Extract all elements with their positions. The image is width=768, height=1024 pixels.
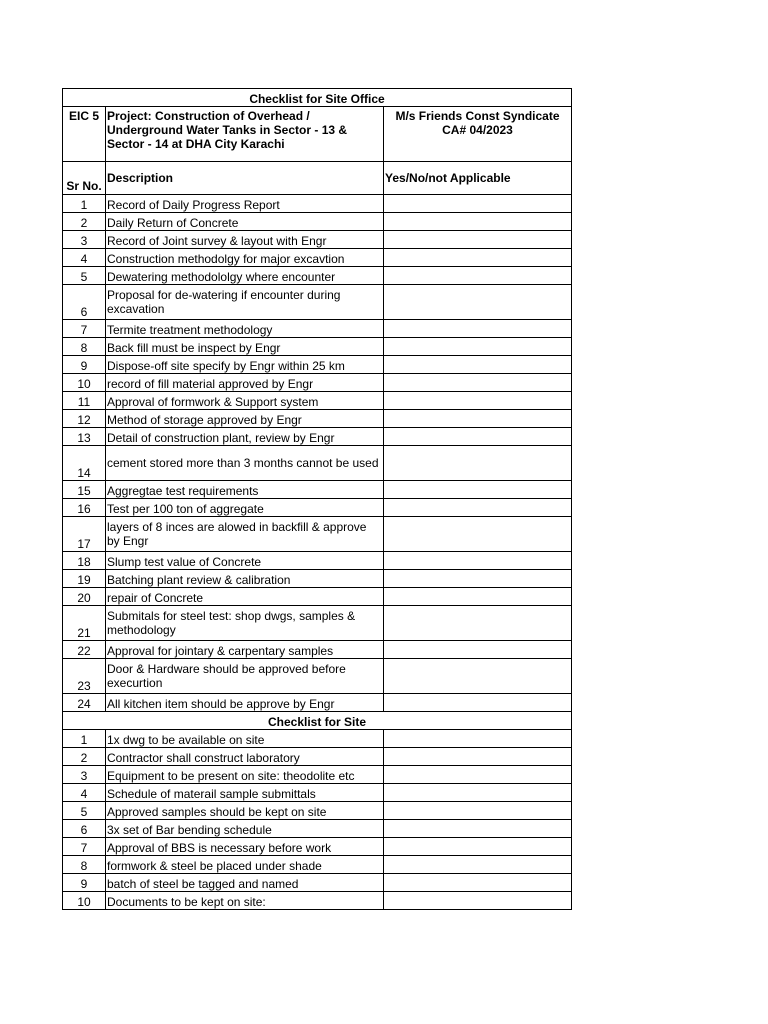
row-sr-no: 14 [63, 446, 106, 481]
row-sr-no: 5 [63, 802, 106, 820]
office-checklist-row [63, 231, 572, 249]
row-yes-no-cell[interactable] [384, 552, 572, 570]
row-description: Door & Hardware should be approved before execurtion [106, 659, 384, 694]
row-sr-no: 22 [63, 641, 106, 659]
row-sr-no: 7 [63, 320, 106, 338]
row-sr-no: 8 [63, 856, 106, 874]
row-sr-no: 11 [63, 392, 106, 410]
row-description: formwork & steel be placed under shade [106, 856, 384, 874]
row-yes-no-cell[interactable] [384, 766, 572, 784]
site-checklist-row [63, 820, 572, 838]
row-sr-no: 2 [63, 213, 106, 231]
row-yes-no-cell[interactable] [384, 641, 572, 659]
row-description: batch of steel be tagged and named [106, 874, 384, 892]
row-sr-no: 5 [63, 267, 106, 285]
row-sr-no: 1 [63, 195, 106, 213]
office-checklist-row [63, 570, 572, 588]
row-yes-no-cell[interactable] [384, 231, 572, 249]
row-sr-no: 3 [63, 766, 106, 784]
office-checklist-row [63, 356, 572, 374]
row-yes-no-cell[interactable] [384, 820, 572, 838]
row-yes-no-cell[interactable] [384, 320, 572, 338]
site-checklist-row [63, 856, 572, 874]
office-checklist-row [63, 213, 572, 231]
checklist-body [63, 89, 572, 910]
office-checklist-row [63, 606, 572, 641]
row-description: Proposal for de-watering if encounter during excavation [106, 285, 384, 320]
row-sr-no: 15 [63, 481, 106, 499]
row-description: Submitals for steel test: shop dwgs, samples & methodology [106, 606, 384, 641]
row-sr-no: 24 [63, 694, 106, 712]
site-checklist-row [63, 784, 572, 802]
row-description: 3x set of Bar bending schedule [106, 820, 384, 838]
row-yes-no-cell[interactable] [384, 392, 572, 410]
row-sr-no: 9 [63, 356, 106, 374]
row-yes-no-cell[interactable] [384, 374, 572, 392]
site-checklist-row [63, 766, 572, 784]
row-description: Approved samples should be kept on site [106, 802, 384, 820]
row-description: record of fill material approved by Engr [106, 374, 384, 392]
row-yes-no-cell[interactable] [384, 570, 572, 588]
row-description: Back fill must be inspect by Engr [106, 338, 384, 356]
row-description: Daily Return of Concrete [106, 213, 384, 231]
row-yes-no-cell[interactable] [384, 517, 572, 552]
office-checklist-row [63, 517, 572, 552]
row-yes-no-cell[interactable] [384, 267, 572, 285]
site-checklist-title: Checklist for Site [63, 712, 572, 730]
row-yes-no-cell[interactable] [384, 428, 572, 446]
office-checklist-title: Checklist for Site Office [63, 89, 572, 107]
site-checklist-row [63, 748, 572, 766]
site-checklist-row [63, 730, 572, 748]
column-header-description: Description [106, 162, 384, 195]
office-checklist-row [63, 320, 572, 338]
office-checklist-row [63, 659, 572, 694]
row-yes-no-cell[interactable] [384, 588, 572, 606]
row-description: repair of Concrete [106, 588, 384, 606]
row-sr-no: 18 [63, 552, 106, 570]
row-sr-no: 6 [63, 285, 106, 320]
row-yes-no-cell[interactable] [384, 338, 572, 356]
row-sr-no: 12 [63, 410, 106, 428]
row-description: Record of Daily Progress Report [106, 195, 384, 213]
row-description: Dispose-off site specify by Engr within 25 km [106, 356, 384, 374]
row-sr-no: 4 [63, 784, 106, 802]
row-description: All kitchen item should be approve by Engr [106, 694, 384, 712]
office-checklist-row [63, 410, 572, 428]
row-yes-no-cell[interactable] [384, 838, 572, 856]
row-description: Batching plant review & calibration [106, 570, 384, 588]
column-header-yes-no: Yes/No/not Applicable [384, 162, 572, 195]
checklist-table [62, 88, 572, 910]
site-checklist-row [63, 874, 572, 892]
row-yes-no-cell[interactable] [384, 892, 572, 910]
row-description: Slump test value of Concrete [106, 552, 384, 570]
row-sr-no: 7 [63, 838, 106, 856]
office-checklist-row [63, 249, 572, 267]
row-sr-no: 17 [63, 517, 106, 552]
site-checklist-row [63, 802, 572, 820]
row-description: Approval of formwork & Support system [106, 392, 384, 410]
row-description: Record of Joint survey & layout with Engr [106, 231, 384, 249]
row-description: Contractor shall construct laboratory [106, 748, 384, 766]
row-yes-no-cell[interactable] [384, 856, 572, 874]
office-checklist-row [63, 392, 572, 410]
row-description: 1x dwg to be available on site [106, 730, 384, 748]
row-sr-no: 3 [63, 231, 106, 249]
site-checklist-row [63, 838, 572, 856]
row-yes-no-cell[interactable] [384, 410, 572, 428]
row-description: Test per 100 ton of aggregate [106, 499, 384, 517]
row-description: Aggregtae test requirements [106, 481, 384, 499]
row-yes-no-cell[interactable] [384, 285, 572, 320]
row-yes-no-cell[interactable] [384, 481, 572, 499]
row-yes-no-cell[interactable] [384, 784, 572, 802]
row-description: layers of 8 inces are alowed in backfill & approve by Engr [106, 517, 384, 552]
row-description: Dewatering methodololgy where encounter [106, 267, 384, 285]
office-checklist-row [63, 267, 572, 285]
row-description: Schedule of materail sample submittals [106, 784, 384, 802]
row-description: Documents to be kept on site: [106, 892, 384, 910]
row-description: Approval for jointary & carpentary samples [106, 641, 384, 659]
row-sr-no: 9 [63, 874, 106, 892]
row-sr-no: 23 [63, 659, 106, 694]
site-section-row [63, 712, 572, 730]
contractor-info [384, 107, 572, 162]
row-sr-no: 8 [63, 338, 106, 356]
office-checklist-row [63, 338, 572, 356]
row-description: cement stored more than 3 months cannot be used [106, 446, 384, 481]
row-sr-no: 4 [63, 249, 106, 267]
row-yes-no-cell[interactable] [384, 499, 572, 517]
office-checklist-row [63, 552, 572, 570]
row-sr-no: 13 [63, 428, 106, 446]
row-sr-no: 21 [63, 606, 106, 641]
row-yes-no-cell[interactable] [384, 213, 572, 231]
row-sr-no: 1 [63, 730, 106, 748]
row-yes-no-cell[interactable] [384, 659, 572, 694]
eic-label: EIC 5 [63, 107, 106, 162]
row-yes-no-cell[interactable] [384, 249, 572, 267]
row-yes-no-cell[interactable] [384, 606, 572, 641]
row-sr-no: 19 [63, 570, 106, 588]
column-header-row [63, 162, 572, 195]
row-yes-no-cell[interactable] [384, 748, 572, 766]
row-yes-no-cell[interactable] [384, 802, 572, 820]
office-checklist-row [63, 481, 572, 499]
office-checklist-row [63, 499, 572, 517]
project-header-row [63, 107, 572, 162]
office-checklist-row [63, 641, 572, 659]
contract-number: CA# 04/2023 [442, 123, 513, 137]
row-sr-no: 10 [63, 892, 106, 910]
project-title: Project: Construction of Overhead / Underground Water Tanks in Sector - 13 & Sector - 14 at DHA City Karachi [106, 107, 384, 162]
contractor-name: M/s Friends Const Syndicate [395, 109, 560, 123]
office-checklist-row [63, 285, 572, 320]
office-checklist-row [63, 694, 572, 712]
row-description: Detail of construction plant, review by Engr [106, 428, 384, 446]
row-sr-no: 6 [63, 820, 106, 838]
row-yes-no-cell[interactable] [384, 446, 572, 481]
office-checklist-row [63, 446, 572, 481]
row-description: Method of storage approved by Engr [106, 410, 384, 428]
row-yes-no-cell[interactable] [384, 195, 572, 213]
row-yes-no-cell[interactable] [384, 874, 572, 892]
row-sr-no: 16 [63, 499, 106, 517]
site-checklist-row [63, 892, 572, 910]
column-header-sr-no: Sr No. [63, 162, 106, 195]
row-description: Approval of BBS is necessary before work [106, 838, 384, 856]
row-description: Termite treatment methodology [106, 320, 384, 338]
row-yes-no-cell[interactable] [384, 694, 572, 712]
office-checklist-row [63, 374, 572, 392]
office-checklist-row [63, 195, 572, 213]
row-sr-no: 20 [63, 588, 106, 606]
row-sr-no: 2 [63, 748, 106, 766]
office-checklist-row [63, 588, 572, 606]
row-description: Construction methodolgy for major excavtion [106, 249, 384, 267]
row-description: Equipment to be present on site: theodolite etc [106, 766, 384, 784]
row-sr-no: 10 [63, 374, 106, 392]
office-checklist-row [63, 428, 572, 446]
row-yes-no-cell[interactable] [384, 356, 572, 374]
row-yes-no-cell[interactable] [384, 730, 572, 748]
